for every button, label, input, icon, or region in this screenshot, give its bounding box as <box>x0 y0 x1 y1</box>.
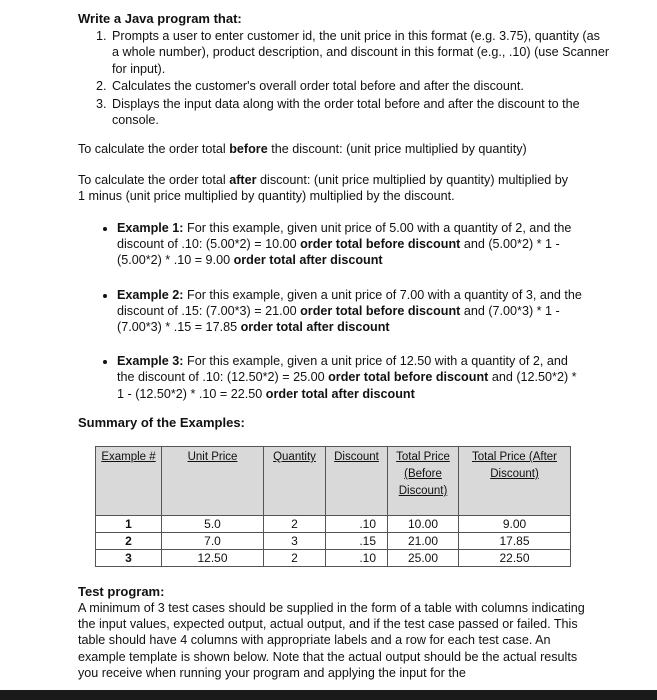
before-discount-paragraph: To calculate the order total before the discount: (unit price multiplied by quantity) <box>78 142 527 156</box>
requirement-item: 2. Calculates the customer's overall order total before and after the discount. <box>110 78 610 94</box>
cell-discount: .10 <box>326 550 388 567</box>
cell-total-after: 9.00 <box>459 516 571 533</box>
cell-unit-price: 7.0 <box>162 533 264 550</box>
summary-title: Summary of the Examples: <box>78 415 245 430</box>
test-program-title: Test program: <box>78 584 165 599</box>
requirement-item: 1. Prompts a user to enter customer id, the unit price in this format (e.g. 3.75), quantity (as a whole number), product description, and discount in this format (e.g., .10) (use Scanner for input). <box>110 28 610 77</box>
example-item: • Example 3: For this example, given a unit price of 12.50 with a quantity of 2, and the discount of .10: (12.50*2) = 25.00 order total before discount and (12.50*2) * 1 - (12.50*2) * .10 = 22.50 order total after discount <box>117 353 587 402</box>
cell-quantity: 2 <box>264 550 326 567</box>
table-row <box>96 550 571 567</box>
cell-total-before: 10.00 <box>388 516 459 533</box>
after-discount-paragraph: To calculate the order total after discount: (unit price multiplied by quantity) multiplied by 1 minus (unit price multiplied by quantity) multiplied by the discount. <box>78 173 569 204</box>
summary-table <box>95 446 571 567</box>
cell-quantity: 3 <box>264 533 326 550</box>
requirement-item: 3. Displays the input data along with the order total before and after the discount to the console. <box>110 96 610 129</box>
requirements-list <box>78 28 610 129</box>
cell-quantity: 2 <box>264 516 326 533</box>
header-quantity: Quantity <box>264 447 326 516</box>
header-example: Example # <box>96 447 162 516</box>
cell-example: 3 <box>96 550 162 567</box>
cell-example: 2 <box>96 533 162 550</box>
cell-discount: .15 <box>326 533 388 550</box>
table-row <box>96 533 571 550</box>
table-row <box>96 516 571 533</box>
examples-list <box>78 220 587 420</box>
header-discount: Discount <box>326 447 388 516</box>
test-program-body: A minimum of 3 test cases should be supplied in the form of a table with columns indicating the input values, expected output, actual output, and if the test case passed or failed. This table should have 4 columns with appropriate labels and a row for each test case. An example template is shown below. Note that the actual output should be the actual results you receive when running your program and applying the input for the <box>78 601 585 680</box>
header-total-before: Total Price (Before Discount) <box>388 447 459 516</box>
cell-unit-price: 12.50 <box>162 550 264 567</box>
cell-total-after: 22.50 <box>459 550 571 567</box>
cell-total-before: 21.00 <box>388 533 459 550</box>
assignment-heading: Write a Java program that: <box>78 11 242 26</box>
bottom-edge-bar <box>0 690 657 700</box>
header-unit-price: Unit Price <box>162 447 264 516</box>
header-total-after: Total Price (After Discount) <box>459 447 571 516</box>
cell-discount: .10 <box>326 516 388 533</box>
example-item: • Example 2: For this example, given a unit price of 7.00 with a quantity of 3, and the discount of .15: (7.00*3) = 21.00 order total before discount and (7.00*3) * 1 - (7.00*3) * .15 = 17.85 order total after discount <box>117 287 587 336</box>
cell-total-after: 17.85 <box>459 533 571 550</box>
table-header-row <box>96 447 571 516</box>
cell-total-before: 25.00 <box>388 550 459 567</box>
cell-example: 1 <box>96 516 162 533</box>
example-item: • Example 1: For this example, given unit price of 5.00 with a quantity of 2, and the discount of .10: (5.00*2) = 10.00 order total before discount and (5.00*2) * 1 - (5.00*2) * .10 = 9.00 order total after discount <box>117 220 587 269</box>
cell-unit-price: 5.0 <box>162 516 264 533</box>
